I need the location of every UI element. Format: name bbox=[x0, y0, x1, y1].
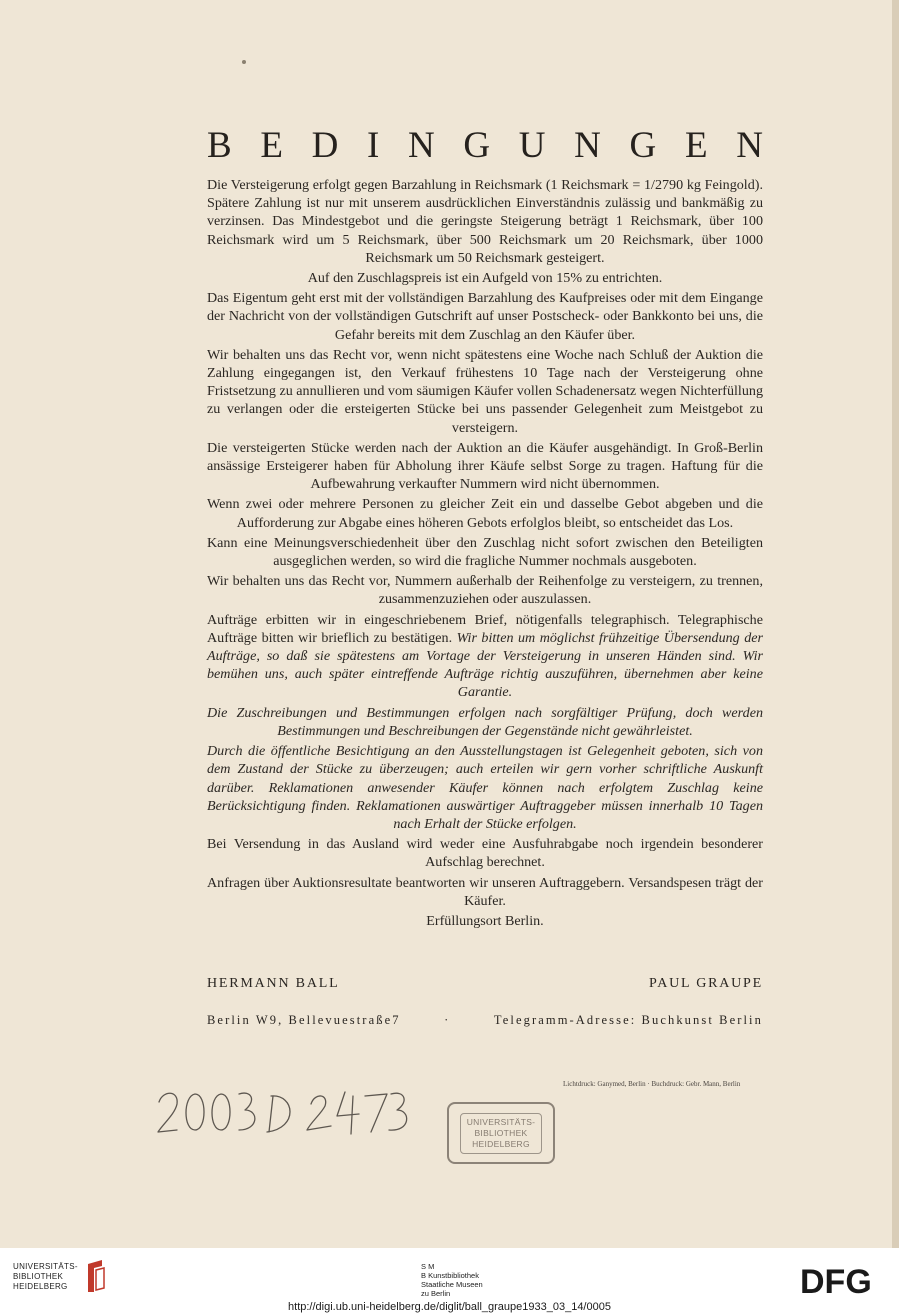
stamp-line-1: UNIVERSITÄTS- bbox=[466, 1116, 536, 1127]
address-right: Telegramm-Adresse: Buchkunst Berlin bbox=[493, 1013, 763, 1027]
library-stamp bbox=[447, 1102, 555, 1164]
title-letter: B bbox=[207, 125, 232, 166]
signature-right: PAUL GRAUPE bbox=[648, 976, 763, 991]
source-url[interactable]: http://digi.ub.uni-heidelberg.de/diglit/ball_graupe1933_03_14/0005 bbox=[0, 1300, 899, 1315]
sm-line-4: zu Berlin bbox=[421, 1289, 451, 1298]
condition-paragraph: Das Eigentum geht erst mit der vollständigen Barzahlung des Kaufpreises oder mit dem Eingange der Nachricht von der vollständigen Gutschrift auf unser Postscheck- oder Bankkonto bei uns, die Gefahr bereits mit dem Zuschlag an den Käufer über. bbox=[207, 290, 763, 343]
title-letter: N bbox=[407, 125, 435, 166]
dfg-logo-text: DFG bbox=[800, 1264, 872, 1296]
condition-paragraph: Wenn zwei oder mehrere Personen zu gleicher Zeit ein und dasselbe Gebot abgeben und die Aufforderung zur Abgabe eines höheren Gebots erfolglos bleibt, so entscheidet das Los. bbox=[207, 496, 763, 531]
condition-paragraph: Die Versteigerung erfolgt gegen Barzahlung in Reichsmark (1 Reichsmark = 1/2790 kg Feingold). Spätere Zahlung ist nur mit unserem ausdrücklichen Einverständnis zulässig und bankmäßig zu verzinsen. Das Mindestgebot und die geringste Steigerung beträgt 1 Reichsmark, über 100 Reichsmark wird um 5 Reichsmark, über 500 Reichsmark um 20 Reichsmark, über 1000 Reichsmark um 50 Reichsmark gesteigert. bbox=[207, 177, 763, 266]
condition-paragraph: Erfüllungsort Berlin. bbox=[426, 912, 544, 929]
title-letter: E bbox=[684, 125, 708, 166]
condition-paragraph: Bei Versendung in das Ausland wird weder eine Ausfuhrabgabe noch irgendein besonderer Aufschlag berechnet. bbox=[207, 836, 763, 871]
paper-speck bbox=[242, 60, 246, 64]
dfg-logo[interactable] bbox=[800, 1264, 888, 1296]
condition-paragraph: Wir behalten uns das Recht vor, wenn nicht spätestens eine Woche nach Schluß der Auktion die Zahlung eingegangen ist, den Verkauf frühestens 10 Tage nach der Versteigerung ohne Fristsetzung zu annullieren und vom säumigen Käufer vollen Schadenersatz wegen Nichterfüllung zu verlangen oder die ersteigerten Stücke bei uns passender Gelegenheit zum Meistgebot zu versteigern. bbox=[207, 346, 763, 436]
sm-line-1: S M bbox=[421, 1262, 435, 1271]
uni-logo-line-2: BIBLIOTHEK bbox=[13, 1272, 64, 1281]
signatures bbox=[207, 976, 763, 992]
condition-paragraph: Die versteigerten Stücke werden nach der Auktion an die Käufer ausgehändigt. In Groß-Berlin ansässige Ersteigerer haben für Abholung ihrer Käufe selbst Sorge zu tragen. Haftung für die Aufbewahrung verkaufter Nummern wird nicht übernommen. bbox=[207, 439, 763, 493]
condition-paragraph: Auf den Zuschlagspreis ist ein Aufgeld von 15% zu entrichten. bbox=[307, 270, 663, 287]
paragraph-italic-text: Wir bitten um möglichst frühzeitige Übersendung der Aufträge, so daß sie spätestens am Vortage der Versteigerung in unseren Händen sind. Wir bemühen uns, auch später eintreffende Aufträge richtig auszuführen, übernehmen aber keine Garantie. bbox=[207, 629, 763, 701]
title-letter: D bbox=[311, 125, 339, 166]
university-logo[interactable] bbox=[13, 1262, 78, 1292]
page-title bbox=[207, 124, 763, 167]
title-letter: N bbox=[574, 125, 601, 166]
title-letter: N bbox=[736, 125, 763, 166]
condition-paragraph: Kann eine Meinungsverschiedenheit über den Zuschlag nicht sofort zwischen den Beteiligten ausgeglichen werden, so wird die fragliche Nummer nochmals ausgeboten. bbox=[207, 534, 763, 570]
paragraph-text: Aufträge erbitten wir in eingeschriebenem Brief, nötigenfalls telegraphisch. Telegraphische Aufträge bitten wir brieflich zu bestätigen. bbox=[207, 611, 763, 646]
uni-logo-line-3: HEIDELBERG bbox=[13, 1282, 68, 1291]
sm-line-3: Staatliche Museen bbox=[421, 1280, 483, 1289]
title-letter: E bbox=[260, 125, 283, 166]
title-letter: U bbox=[518, 125, 546, 166]
stamp-line-3: HEIDELBERG bbox=[472, 1138, 530, 1149]
title-letter: I bbox=[367, 125, 380, 166]
title-letter: G bbox=[629, 125, 657, 166]
kunstbibliothek-logo[interactable] bbox=[421, 1262, 483, 1298]
stamp-line-2: BIBLIOTHEK bbox=[474, 1127, 528, 1138]
sm-line-2: B Kunstbibliothek bbox=[421, 1271, 479, 1280]
conditions-text bbox=[207, 176, 763, 932]
address-line bbox=[207, 1013, 763, 1028]
address-separator: · bbox=[444, 1013, 451, 1027]
title-letter: G bbox=[463, 125, 491, 166]
condition-paragraph: Durch die öffentliche Besichtigung an den Ausstellungstagen ist Gelegenheit geboten, sich von dem Zustand der Stücke zu überzeugen; auch erteilen wir gern vorher schriftliche Auskunft darüber. Reklamationen anwesender Käufer können nach erfolgtem Zuschlag keine Berücksichtigung finden. Reklamationen auswärtiger Auftraggeber müssen innerhalb 10 Tagen nach Erhalt der Stücke erfolgen. bbox=[207, 743, 763, 832]
condition-paragraph: Die Zuschreibungen und Bestimmungen erfolgen nach sorgfältiger Prüfung, doch werden Bestimmungen und Beschreibungen der Gegenstände nicht gewährleistet. bbox=[207, 704, 763, 739]
printer-note: Lichtdruck: Ganymed, Berlin · Buchdruck: Gebr. Mann, Berlin bbox=[563, 1080, 741, 1088]
page-edge bbox=[892, 0, 899, 1248]
condition-paragraph: Anfragen über Auktionsresultate beantworten wir unseren Auftraggebern. Versandspesen trägt der Käufer. bbox=[207, 874, 763, 909]
signature-left: HERMANN BALL bbox=[207, 976, 340, 991]
handwritten-shelfmark bbox=[155, 1080, 415, 1150]
condition-paragraph bbox=[207, 611, 763, 702]
university-emblem-icon bbox=[82, 1258, 108, 1294]
address-left: Berlin W9, Bellevuestraße7 bbox=[207, 1013, 401, 1027]
uni-logo-line-1: UNIVERSITÄTS- bbox=[13, 1262, 78, 1271]
condition-paragraph: Wir behalten uns das Recht vor, Nummern außerhalb der Reihenfolge zu versteigern, zu trennen, zusammenzuziehen oder auszulassen. bbox=[207, 573, 763, 608]
